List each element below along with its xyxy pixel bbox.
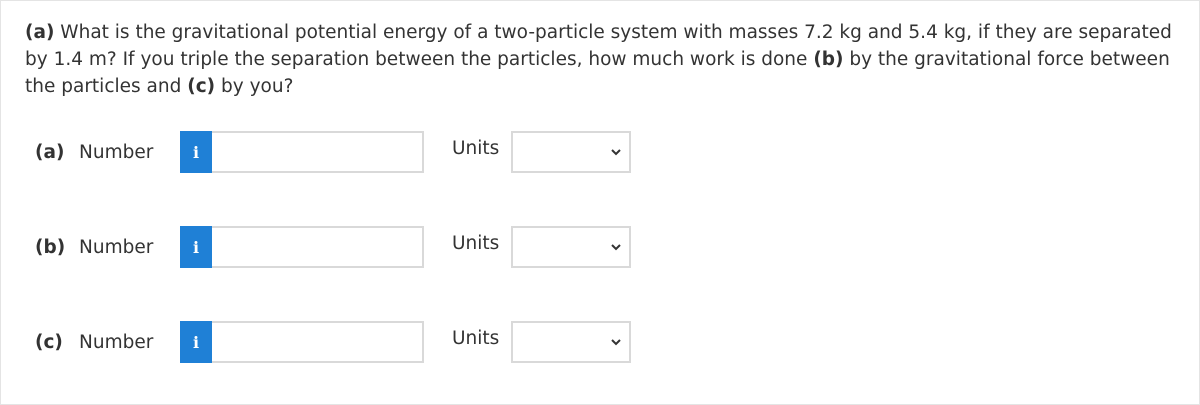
- number-label: Number: [79, 142, 154, 163]
- answer-part-label: (c): [35, 332, 63, 353]
- number-input-b[interactable]: [212, 226, 424, 268]
- chevron-down-icon: [611, 337, 621, 347]
- answer-row-a: [1, 131, 1200, 173]
- part-a-text: What is the gravitational potential energy of a two-particle system with masses 7.2 kg and 5.4 kg, if they are separated by 1.4 m? If you triple the separation between the particles, how much work is done: [25, 22, 1172, 70]
- answer-row-c: [1, 321, 1200, 363]
- question-text: [25, 19, 1190, 100]
- units-label: Units: [452, 328, 500, 349]
- answer-part-label: (b): [35, 237, 66, 258]
- number-input-a[interactable]: [212, 131, 424, 173]
- units-label: Units: [452, 233, 500, 254]
- number-label: Number: [79, 332, 154, 353]
- part-b-text: by the gravitational force between the particles and: [25, 49, 1170, 97]
- info-icon: i: [192, 332, 200, 352]
- answer-part-label: (a): [35, 142, 65, 163]
- chevron-down-icon: [611, 147, 621, 157]
- info-button[interactable]: [180, 226, 212, 268]
- part-c-text: by you?: [221, 76, 294, 97]
- number-label: Number: [79, 237, 154, 258]
- info-icon: i: [192, 142, 200, 162]
- units-select-a[interactable]: [511, 131, 631, 173]
- part-c-marker: (c): [187, 76, 216, 97]
- info-button[interactable]: [180, 321, 212, 363]
- part-b-marker: (b): [813, 49, 844, 70]
- units-label: Units: [452, 138, 500, 159]
- number-input-c[interactable]: [212, 321, 424, 363]
- answer-row-b: [1, 226, 1200, 268]
- chevron-down-icon: [611, 242, 621, 252]
- units-select-c[interactable]: [511, 321, 631, 363]
- units-select-b[interactable]: [511, 226, 631, 268]
- info-button[interactable]: [180, 131, 212, 173]
- part-a-marker: (a): [25, 22, 55, 43]
- info-icon: i: [192, 237, 200, 257]
